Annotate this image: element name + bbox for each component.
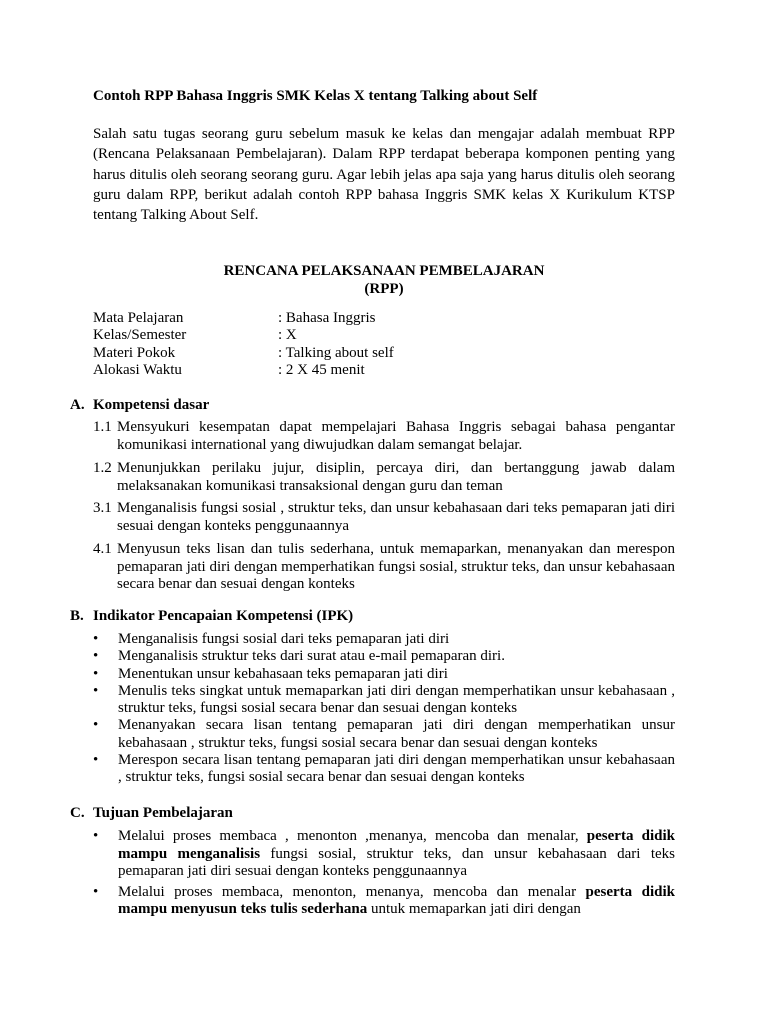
bullet-icon: • [93,752,99,769]
kd-item [93,460,675,495]
bullet-icon: • [93,682,99,699]
ipk-list [93,631,675,787]
kd-item [93,500,675,535]
bullet-icon: • [93,648,99,665]
section-title: Tujuan Pembelajaran [93,805,233,821]
ipk-text: Menulis teks singkat untuk memaparkan jati diri dengan memperhatikan unsur kebahasaan , struktur teks, fungsi sosial secara benar dan sesuai dengan konteks [118,682,675,717]
list-item [93,631,675,648]
identity-row [93,327,675,344]
tujuan-text-post: fungsi sosial, struktur teks, dan unsur kebahasaan dari teks pemaparan jati diri sesuai dengan konteks penggunaannya [118,845,675,879]
kd-number: 4.1 [93,541,112,557]
identity-row [93,345,675,362]
tujuan-text-pre: Melalui proses membaca, menonton, menanya, mencoba dan menalar [118,883,586,900]
tujuan-text-bold: peserta didik mampu menganalisis [118,828,675,862]
section-letter: C. [70,805,85,821]
section-title: Kompetensi dasar [93,397,210,413]
bullet-icon: • [93,717,99,734]
ipk-text: Menganalisis fungsi sosial dari teks pemaparan jati diri [118,631,450,647]
rpp-title-line1: RENCANA PELAKSANAAN PEMBELAJARAN [223,263,545,279]
ipk-text: Menentukan unsur kebahasaan teks pemaparan jati diri [118,665,448,682]
kd-item [93,541,675,594]
tujuan-text [118,884,675,919]
tujuan-text-post: untuk memaparkan jati diri dengan [367,901,581,917]
ipk-text: Menanyakan secara lisan tentang pemaparan jati diri dengan memperhatikan unsur kebahasaan , struktur teks, fungsi sosial secara benar dan sesuai dengan konteks [118,717,675,751]
identity-key: Materi Pokok [93,344,176,361]
kd-number: 1.1 [93,419,112,435]
kd-text: Mensyukuri kesempatan dapat mempelajari Bahasa Inggris sebagai bahasa pengantar komunikasi international yang diwujudkan dalam semangat belajar. [117,419,675,453]
identity-value: : X [278,327,297,344]
list-item [93,683,675,718]
tujuan-list [93,828,675,922]
kd-number: 1.2 [93,460,112,476]
article-title: Contoh RPP Bahasa Inggris SMK Kelas X tentang Talking about Self [93,88,538,104]
bullet-icon: • [93,665,99,682]
bullet-icon: • [93,883,99,900]
rpp-title [93,262,675,298]
tujuan-text-bold: peserta didik mampu menyusun teks tulis sederhana [118,883,675,917]
bullet-icon: • [93,828,99,844]
bullet-icon: • [93,631,99,647]
kd-text: Menunjukkan perilaku jujur, disiplin, percaya diri, dan bertanggung jawab dalam melaksanakan komunikasi transaksional dengan guru dan teman [117,460,675,494]
identity-key: Alokasi Waktu [93,361,182,378]
identity-value: : Talking about self [278,344,394,361]
ipk-text: Menganalisis struktur teks dari surat atau e-mail pemaparan diri. [118,648,505,665]
identity-row [93,362,675,379]
section-letter: A. [70,397,85,413]
kd-item [93,419,675,454]
rpp-title-line2: (RPP) [364,281,404,297]
kd-number: 3.1 [93,500,112,516]
list-item [93,884,675,919]
identity-value: : Bahasa Inggris [278,310,376,326]
tujuan-text-pre: Melalui proses membaca , menonton ,menanya, mencoba dan menalar, [118,828,587,844]
identity-key: Mata Pelajaran [93,310,184,326]
section-a-heading [70,396,209,414]
list-item [93,828,675,881]
ipk-text: Merespon secara lisan tentang pemaparan jati diri dengan memperhatikan unsur kebahasaan , struktur teks, fungsi sosial secara benar dan sesuai dengan konteks [118,752,675,786]
tujuan-text [118,828,675,881]
identity-key: Kelas/Semester [93,327,187,344]
identity-table [93,310,675,379]
section-c-heading [70,804,233,822]
list-item [93,717,675,752]
intro-paragraph: Salah satu tugas seorang guru sebelum masuk ke kelas dan mengajar adalah membuat RPP (Rencana Pelaksanaan Pembelajaran). Dalam RPP terdapat beberapa komponen penting yang harus ditulis oleh seorang seorang guru. Agar lebih jelas apa saja yang harus ditulis oleh seorang guru dalam RPP, berikut adalah contoh RPP bahasa Inggris SMK kelas X Kurikulum KTSP tentang Talking About Self. [93,126,675,224]
list-item [93,666,675,683]
kd-text: Menganalisis fungsi sosial , struktur teks, dan unsur kebahasaan dari teks pemaparan jati diri sesuai dengan konteks penggunaannya [117,500,675,534]
identity-row [93,310,675,327]
section-letter: B. [70,608,84,624]
section-b-heading [70,607,353,625]
list-item [93,648,675,665]
kd-text: Menyusun teks lisan dan tulis sederhana, untuk memaparkan, menanyakan dan merespon pemaparan jati diri dengan memperhatikan fungsi sosial, struktur teks, dan unsur kebahasaan secara benar dan sesuai dengan konteks [117,541,675,592]
list-item [93,752,675,787]
identity-value: : 2 X 45 menit [278,361,365,378]
section-title: Indikator Pencapaian Kompetensi (IPK) [93,608,354,624]
